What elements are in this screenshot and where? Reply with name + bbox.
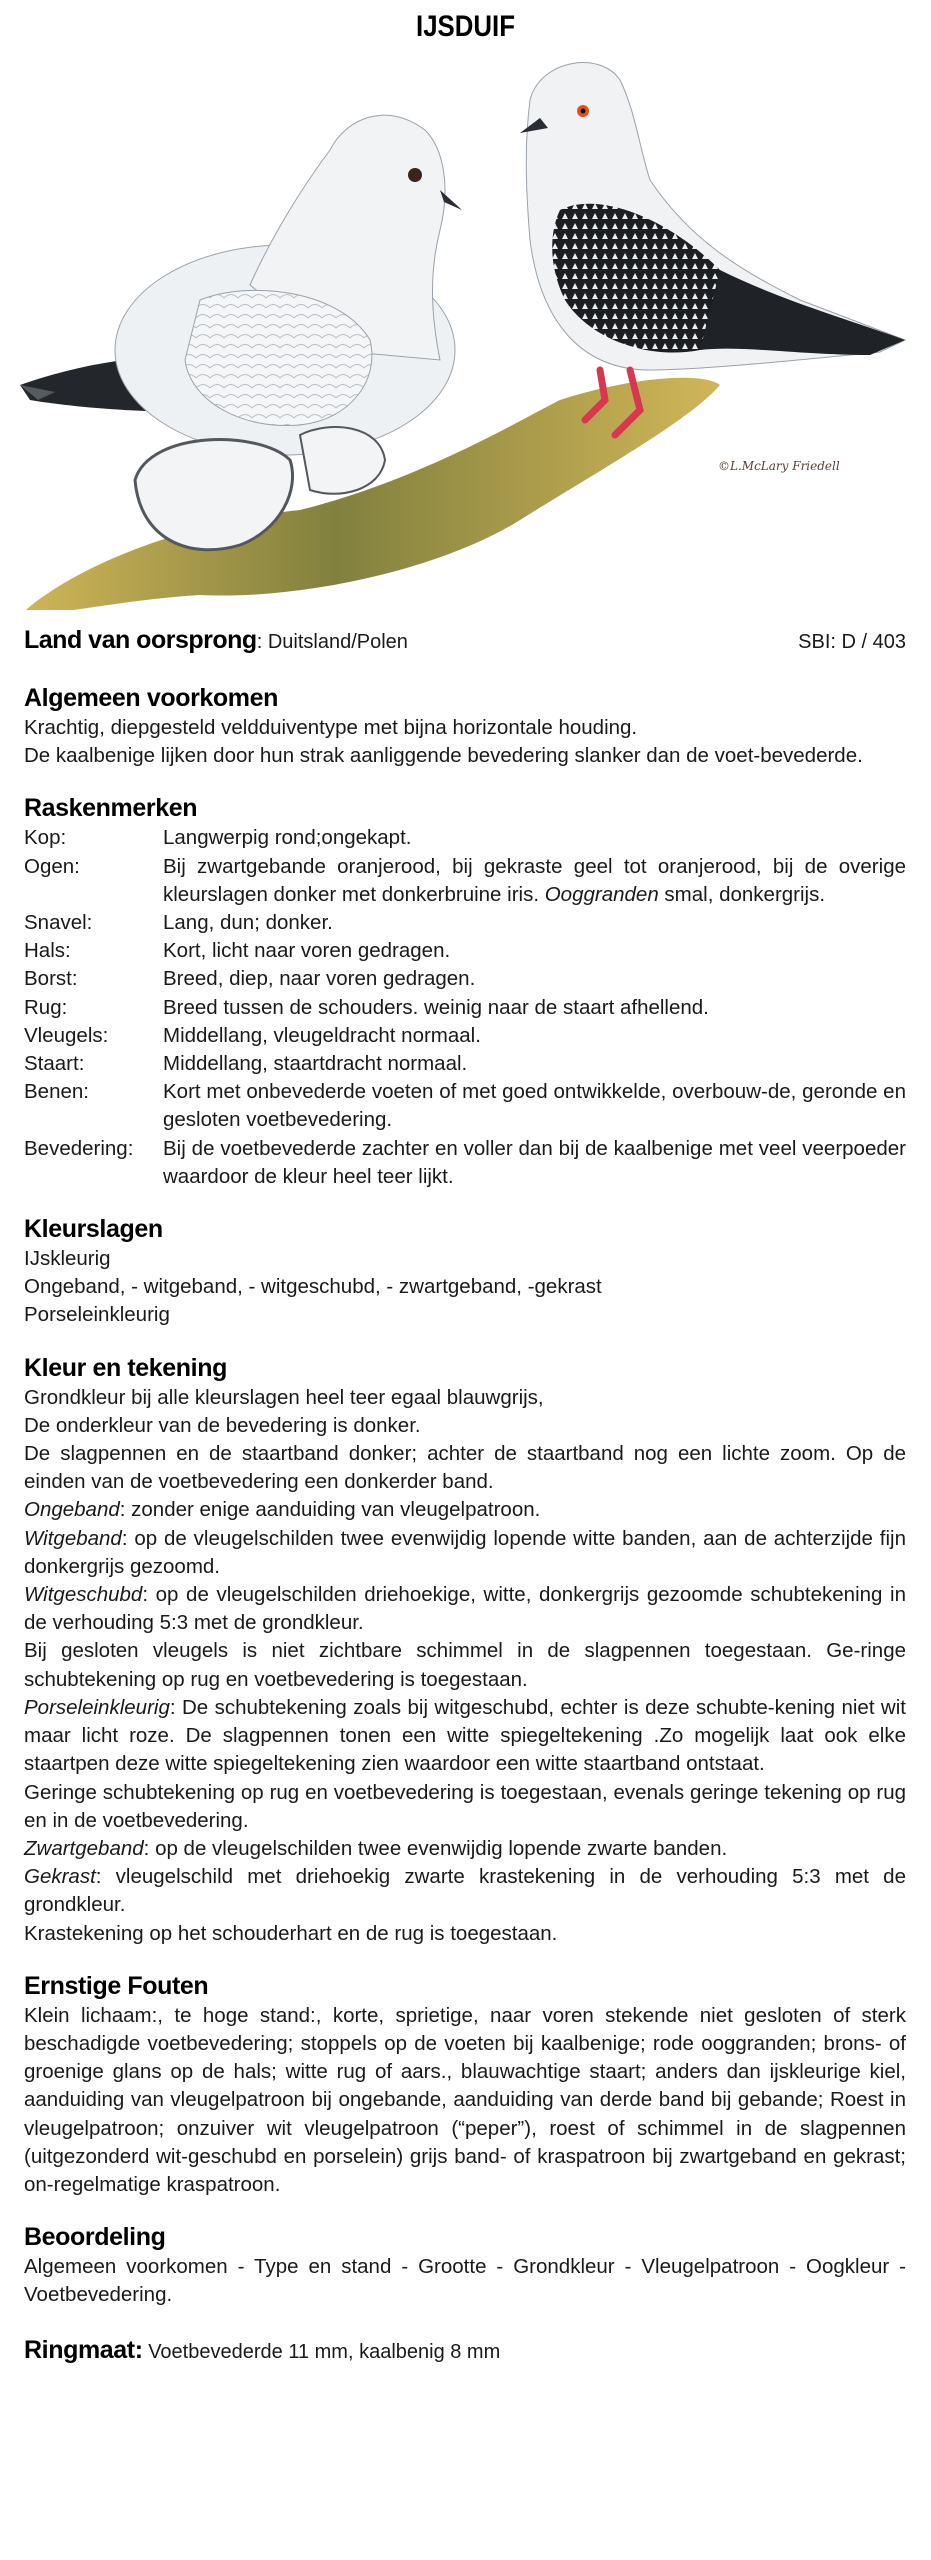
paragraph-text: Krastekening op het schouderhart en de rug is toegestaan.: [24, 1921, 558, 1945]
section-heading: Kleurslagen: [24, 1215, 163, 1244]
trait-value-text: Bij zwartgebande oranjerood, bij gekraste geel tot oranjerood, bij de overige kleurslagen donker met donkerbruine iris.: [163, 854, 906, 906]
pigeon-illustration: [0, 40, 931, 610]
paragraph: Klein lichaam:, te hoge stand:, korte, sprietige, naar voren stekende niet gesloten of sterk beschadigde voetbevedering; stoppels op de voeten bij kaalbenige; rode ooggranden; brons- of groenige glans op de hals; witte rug of aars., blauwachtige staart; anders dan ijskleurige kiel, aanduiding van vleugelpatroon bij ongebande, aanduiding van derde band bij gebande; Roest in vleugelpatroon; onzuiver wit vleugelpatroon (“peper”), roest of schimmel in de slagpennen (uitgezonderd wit-geschubd en porselein) grijs band- of kraspatroon bij zwartgeband en gekrast; on-regelmatige kraspatroon.: [24, 2003, 906, 2196]
trait-label: Snavel:: [24, 911, 93, 935]
section-heading: Beoordeling: [24, 2223, 166, 2252]
trait-value: Kort, licht naar voren gedragen.: [163, 939, 451, 963]
origin-colon: :: [256, 631, 268, 653]
trait-label: Rug:: [24, 995, 68, 1019]
sbi-code: SBI: D / 403: [798, 631, 906, 653]
trait-value-emphasis: Ooggranden: [544, 882, 659, 906]
paragraph: [24, 1637, 906, 1693]
paragraph: [24, 1581, 906, 1637]
paragraph: [24, 1440, 906, 1496]
section-ernstige-fouten: [24, 1970, 906, 2199]
color-variety-term: Ongeband: [24, 1498, 120, 1522]
trait-label: Ogen:: [24, 854, 80, 878]
color-variety-term: Witgeband: [24, 1526, 122, 1550]
paragraph-text: : op de vleugelschilden driehoekige, witte, donkergrijs gezoomde schubtekening in de verhouding 5:3 met de grondkleur.: [24, 1583, 906, 1635]
paragraph-text: De onderkleur van de bevedering is donker.: [24, 1413, 421, 1437]
color-variety: IJskleurig: [24, 1247, 111, 1271]
ring-size-value: Voetbevederde 11 mm, kaalbenig 8 mm: [142, 2340, 501, 2363]
trait-value: Bij de voetbevederde zachter en voller dan bij de kaalbenige met veel veerpoeder waardoor de kleur heel teer lijkt.: [163, 1136, 906, 1188]
trait-label: Staart:: [24, 1052, 85, 1076]
trait-value: Langwerpig rond;ongekapt.: [163, 826, 412, 850]
section-algemeen-voorkomen: [24, 682, 906, 770]
breed-standard-content: [24, 626, 906, 2366]
color-variety-term: Zwartgeband: [24, 1836, 144, 1860]
paragraph-text: : op de vleugelschilden twee evenwijdig lopende witte banden, aan de achterzijde fijn donkergrijs gezoomd.: [24, 1526, 906, 1578]
paragraph: [24, 1384, 906, 1412]
trait-value: Lang, dun; donker.: [163, 911, 333, 935]
trait-value: [163, 853, 906, 909]
paragraph-text: Grondkleur bij alle kleurslagen heel teer egaal blauwgrijs,: [24, 1385, 544, 1409]
paragraph: [24, 1920, 906, 1948]
trait-label: Benen:: [24, 1080, 89, 1104]
ring-size-label: Ringmaat:: [24, 2335, 143, 2364]
origin-label: Land van oorsprong: [24, 626, 257, 654]
trait-value-text: smal, donkergrijs.: [658, 882, 826, 906]
paragraph-text: : vleugelschild met driehoekig zwarte krastekening in de verhouding 5:3 met de grondkleur.: [24, 1865, 906, 1917]
section-raskenmerken: [24, 792, 906, 1191]
section-heading: Kleur en tekening: [24, 1353, 227, 1382]
section-beoordeling: [24, 2221, 906, 2309]
section-kleurslagen: [24, 1213, 906, 1330]
paragraph: De kaalbenige lijken door hun strak aanliggende bevedering slanker dan de voet-bevederde.: [24, 744, 863, 768]
section-kleur-en-tekening: [24, 1352, 906, 1948]
origin: [24, 626, 408, 656]
origin-row: [24, 626, 906, 660]
section-heading: Raskenmerken: [24, 794, 198, 823]
trait-label: Kop:: [24, 826, 67, 850]
artist-signature: ©L.McLary Friedell: [718, 459, 840, 473]
paragraph-text: : zonder enige aanduiding van vleugelpatroon.: [119, 1498, 541, 1522]
trait-value: Middellang, staartdracht normaal.: [163, 1052, 468, 1076]
paragraph: [24, 1694, 906, 1779]
paragraph: [24, 1863, 906, 1919]
trait-value: Breed tussen de schouders. weinig naar de staart afhellend.: [163, 995, 709, 1019]
trait-label: Bevedering:: [24, 1136, 134, 1160]
color-paragraphs: [24, 1384, 906, 1948]
ring-size: [24, 2336, 906, 2366]
trait-value: Breed, diep, naar voren gedragen.: [163, 967, 476, 991]
trait-label: Borst:: [24, 967, 78, 991]
color-variety-term: Porseleinkleurig: [24, 1695, 170, 1719]
paragraph: [24, 1779, 906, 1835]
color-variety: Porseleinkleurig: [24, 1303, 170, 1327]
paragraph: [24, 1525, 906, 1581]
section-heading: Ernstige Fouten: [24, 1971, 209, 2000]
paragraph: [24, 1412, 906, 1440]
right-pigeon: [520, 63, 905, 435]
paragraph: Krachtig, diepgesteld veldduiventype met bijna horizontale houding.: [24, 716, 638, 739]
color-variety: Ongeband, - witgeband, - witgeschubd, - zwartgeband, -gekrast: [24, 1275, 602, 1299]
paragraph-text: Geringe schubtekening op rug en voetbevedering is toegestaan, evenals geringe tekening op rug en in de voetbevedering.: [24, 1780, 906, 1832]
trait-list: [24, 824, 906, 1191]
trait-label: Vleugels:: [24, 1023, 109, 1047]
paragraph: [24, 1835, 906, 1863]
paragraph-text: : op de vleugelschilden twee evenwijdig lopende zwarte banden.: [143, 1836, 728, 1860]
trait-value: Kort met onbevederde voeten of met goed ontwikkelde, overbouw-de, geronde en gesloten voetbevedering.: [163, 1080, 906, 1132]
trait-value: Middellang, vleugeldracht normaal.: [163, 1023, 481, 1047]
paragraph-text: De slagpennen en de staartband donker; achter de staartband nog een lichte zoom. Op de einden van de voetbevedering een donkerder band.: [24, 1442, 906, 1494]
paragraph-text: Bij gesloten vleugels is niet zichtbare schimmel in de slagpennen toegestaan. Ge-ringe schubtekening op rug en voetbevedering is toegestaan.: [24, 1639, 906, 1691]
paragraph: [24, 1496, 906, 1524]
paragraph: Algemeen voorkomen - Type en stand - Grootte - Grondkleur - Vleugelpatroon - Oogkleur - Voetbevedering.: [24, 2255, 906, 2307]
paragraph-text: : De schubtekening zoals bij witgeschubd, echter is deze schubte-kening niet wit maar licht roze. De slagpennen tonen een witte spiegeltekening .Zo mogelijk laat ook elke staartpen deze witte spiegeltekening zien waardoor een witte staartband ontstaat.: [24, 1695, 906, 1776]
color-variety-term: Witgeschubd: [24, 1583, 143, 1607]
section-heading: Algemeen voorkomen: [24, 684, 278, 712]
origin-value: Duitsland/Polen: [267, 631, 408, 653]
page-title: IJSDUIF: [416, 10, 515, 43]
color-variety-term: Gekrast: [24, 1865, 96, 1889]
trait-label: Hals:: [24, 939, 71, 963]
